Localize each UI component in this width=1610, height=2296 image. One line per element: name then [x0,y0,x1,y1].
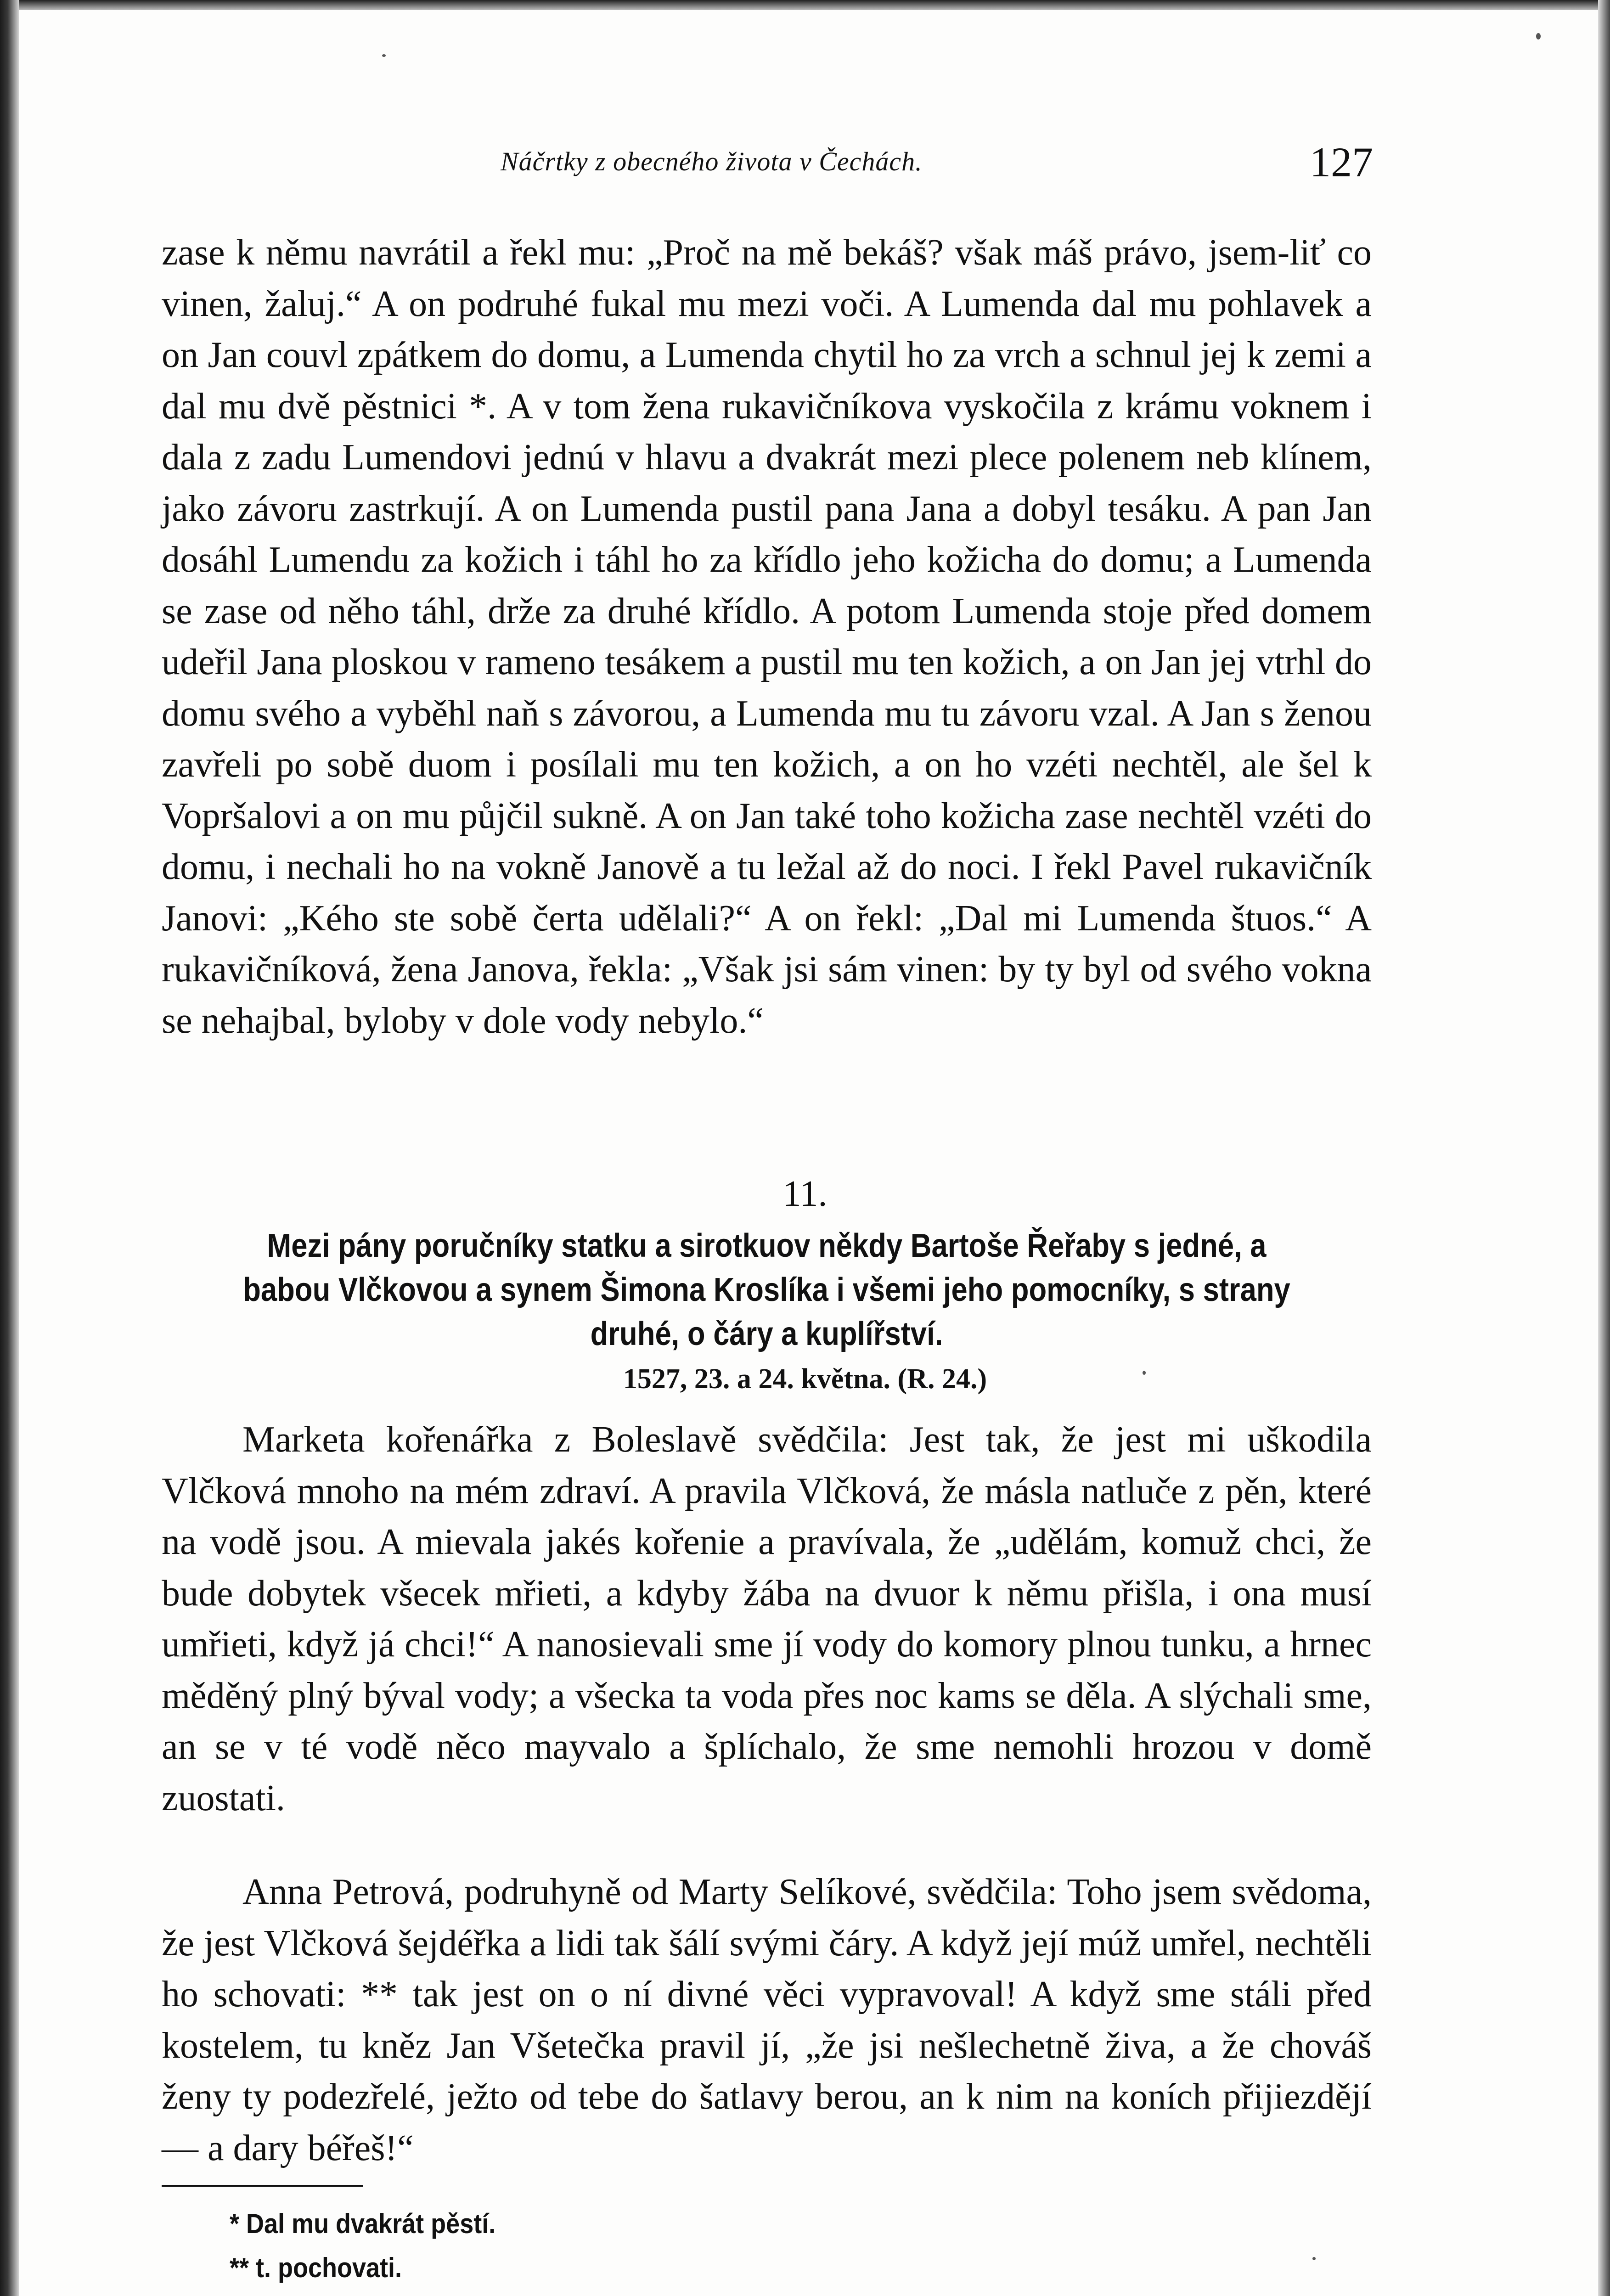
scan-edge-right [1598,0,1610,2296]
footnote-divider [162,2185,363,2187]
scan-speck [1536,33,1541,39]
paragraph: Anna Petrová, podruhyně od Marty Selíkové, svědčila: Toho jsem svědoma, že jest Vlčková šejdéřka a lidi tak šálí svými čáry. A když její múž umřel, nechtěli ho schovati: ** tak jest on o ní divné věci vypravoval! A když sme stáli před kostelem, tu kněz Jan Všetečka pravil jí, „že jsi nešlechetně živa, a že chováš ženy ty podezřelé, ježto od tebe do šatlavy berou, an k nim na koních přijiezdějí — a dary béřeš!“ [162,1872,1372,2168]
scan-speck [382,54,386,57]
paragraph: Marketa kořenářka z Boleslavě svědčila: Jest tak, že jest mi uškodila Vlčková mnoho na mém zdraví. A pravila Vlčková, že másla natluče z pěn, které na vodě jsou. A mievala jakés kořenie a pravívala, že „udělám, komuž chci, že bude dobytek všecek mřieti, a kdyby žába na dvuor k němu přišla, i ona musí umřieti, když já chci!“ A nanosievali sme jí vody do komory plnou tunku, a hrnec měděný plný býval vody; a všecka ta voda přes noc kams se děla. A slýchali sme, an se v té vodě něco mayvalo a šplíchalo, že sme nemohli hrozou v domě zuostati. [162,1419,1372,1818]
scan-speck [1312,2257,1316,2260]
section-title: Mezi pány poručníky statku a sirotkuov někdy Bartoše Řeřaby s jedné, a babou Vlčkovou a synem Šimona Kroslíka i všemi jeho pomocníky, s strany druhé, o čáry a kuplířství. [243,1227,1290,1352]
body-text-top [162,227,1372,1047]
running-title: Náčrtky z obecného života v Čechách. [501,146,923,176]
footnote: * Dal mu dvakrát pěstí. [230,2208,496,2239]
page-number: 127 [1310,139,1373,186]
scan-edge-top [0,0,1610,10]
section-number: 11. [782,1174,828,1214]
scan-edge-left [0,0,19,2296]
body-text-section [162,1414,1372,1824]
footnotes [230,2202,495,2290]
body-text-section [162,1867,1372,2174]
scan-speck [1143,1371,1146,1375]
paragraph: zase k němu navrátil a řekl mu: „Proč na mě bekáš? však máš právo, jsem-liť co vinen, žaluj.“ A on podruhé fukal mu mezi voči. A Lumenda dal mu pohlavek a on Jan couvl zpátkem do domu, a Lumenda chytil ho za vrch a schnul jej k zemi a dal mu dvě pěstnici *. A v tom žena rukavičníkova vyskočila z krámu voknem i dala z zadu Lumendovi jednú v hlavu a dvakrát mezi plece polenem neb klínem, jako závoru zastrkují. A on Lumenda pustil pana Jana a dobyl tesáku. A pan Jan dosáhl Lumendu za kožich i táhl ho za křídlo jeho kožicha do domu; a Lumenda se zase od něho táhl, drže za druhé křídlo. A potom Lumenda stoje před domem udeřil Jana ploskou v rameno tesákem a pustil mu ten kožich, a on Jan jej vtrhl do domu svého a vyběhl naň s závorou, a Lumenda mu tu závoru vzal. A Jan s ženou zavřeli po sobě duom i posílali mu ten kožich, a on ho vzéti nechtěl, ale šel k Vopršalovi a on mu půjčil sukně. A on Jan také toho kožicha zase nechtěl vzéti do domu, i nechali ho na vokně Janově a tu ležal až do noci. I řekl Pavel rukavičník Janovi: „Kého ste sobě čerta udělali?“ A on řekl: „Dal mi Lumenda štuos.“ A rukavičníková, žena Janova, řekla: „Však jsi sám vinen: by ty byl od svého vokna se nehajbal, byloby v dole vody nebylo.“ [162,232,1372,1041]
footnote: ** t. pochovati. [230,2252,402,2283]
section-date: 1527, 23. a 24. května. (R. 24.) [623,1363,987,1395]
